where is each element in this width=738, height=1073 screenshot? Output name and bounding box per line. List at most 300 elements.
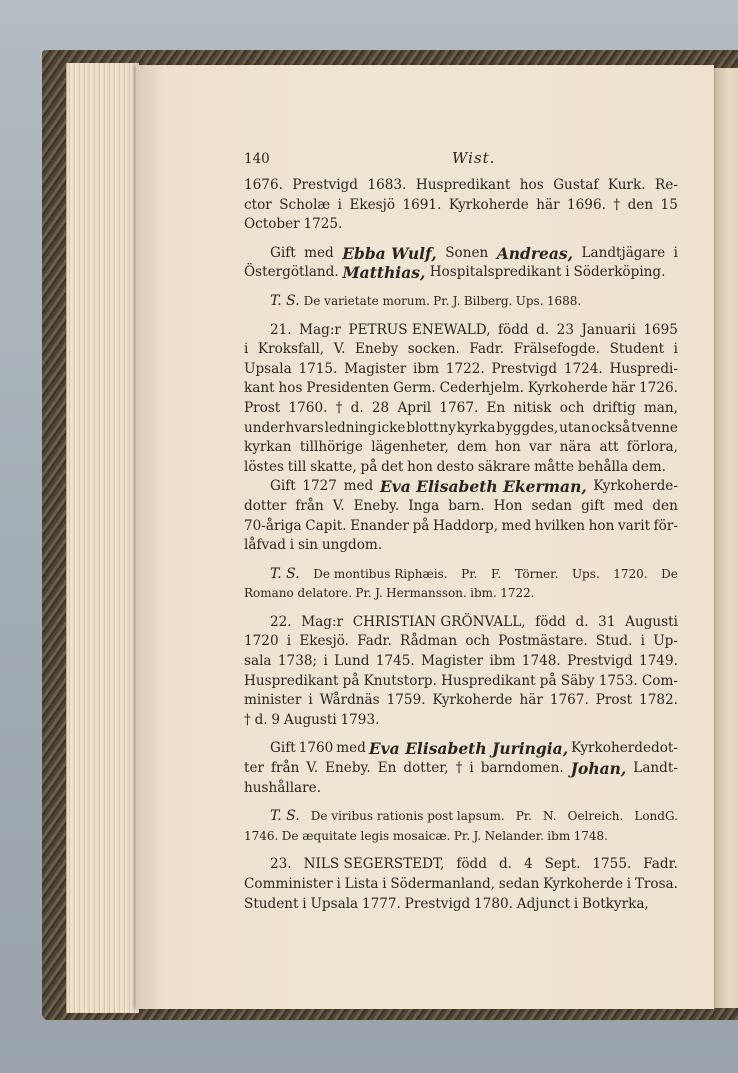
word: 1722.	[445, 360, 485, 377]
word: 1767.	[439, 399, 479, 416]
word: 1727	[302, 478, 337, 495]
word: CHRISTIAN GRÖNVALL,	[352, 613, 526, 630]
word: i	[336, 876, 341, 892]
word: här	[611, 380, 636, 397]
word: †	[455, 760, 463, 777]
word: Student	[244, 895, 299, 912]
word: De	[661, 566, 678, 581]
word: Säby	[560, 672, 595, 689]
word: d.	[498, 856, 512, 873]
word: på	[360, 458, 378, 475]
word: den	[652, 497, 678, 514]
word: här	[536, 196, 560, 213]
text-line	[244, 321, 678, 341]
word: Lista	[344, 876, 379, 892]
word: 1780.	[474, 895, 513, 912]
facing-page-edge	[714, 68, 738, 1008]
word: Mag:r	[301, 613, 344, 630]
word: dem.	[632, 458, 667, 475]
word: Lund	[334, 653, 370, 670]
text-line	[244, 807, 678, 827]
word: Pr.	[515, 809, 532, 824]
word: Pr.	[453, 828, 471, 843]
word: man,	[643, 399, 678, 416]
word: Fadr.	[469, 341, 505, 358]
word: Sonen	[445, 244, 489, 261]
word: F.	[490, 566, 502, 581]
word: att	[599, 439, 619, 456]
word: Prestvigd	[567, 653, 633, 670]
word: 1720	[244, 633, 279, 650]
paragraph-gap	[244, 604, 678, 613]
word: född	[498, 321, 529, 338]
word: tillhörige	[299, 439, 363, 456]
word: ledning	[324, 419, 377, 436]
word: hushållare.	[244, 779, 322, 796]
word: Huspredikant	[244, 672, 339, 689]
word: PETRUS ENEWALD,	[348, 321, 491, 338]
word: 1691.	[402, 196, 442, 213]
word: 1782.	[639, 692, 678, 709]
word: Landt-	[633, 760, 678, 777]
word: det	[381, 458, 404, 475]
word: 1683.	[367, 177, 407, 193]
word: ny	[439, 419, 456, 436]
word: gift	[581, 497, 605, 514]
word: Prestvigd	[491, 360, 558, 377]
word: ibm	[489, 653, 516, 670]
text-line	[244, 196, 678, 216]
word: blott	[406, 419, 439, 436]
word: Kyrkoherdedot-	[571, 740, 678, 757]
word: kyrkan	[244, 439, 292, 456]
word: dotter	[244, 497, 287, 514]
word: varit	[617, 517, 651, 534]
word: i	[469, 760, 474, 777]
word: i	[382, 876, 387, 892]
word: sin	[297, 537, 319, 554]
word: Kyrkoherde	[432, 692, 513, 709]
word: Stud.	[595, 633, 633, 650]
word: De æquitate legis mosaicæ.	[281, 828, 451, 843]
word: Magister	[344, 360, 407, 377]
word: Ups.	[571, 566, 600, 581]
text-line	[244, 292, 678, 312]
paragraph-gap	[244, 730, 678, 739]
word: Bilberg.	[463, 293, 513, 308]
word: i	[640, 633, 645, 650]
word: Hon	[493, 497, 523, 514]
word: Com-	[641, 672, 678, 689]
word: ibm.	[470, 586, 497, 601]
word: Östergötland.	[244, 264, 339, 281]
page-header	[244, 150, 678, 172]
text-line	[244, 739, 678, 759]
word: Pr.	[461, 566, 478, 581]
page-edges	[66, 63, 139, 1013]
word: Huspredikant	[415, 177, 511, 193]
word: 15	[660, 196, 678, 213]
word: 1738;	[277, 653, 318, 670]
word: Eneby.	[353, 497, 400, 514]
word: d.	[575, 613, 589, 630]
word: Törner.	[514, 566, 559, 581]
word: Sept.	[544, 856, 581, 873]
page-number: 140	[244, 151, 270, 167]
word: Augusti	[625, 613, 678, 630]
word: 4	[523, 856, 533, 873]
word: Enander	[350, 517, 409, 534]
word: för-	[653, 517, 678, 534]
word: måtte	[534, 458, 575, 475]
word: 1720.	[613, 566, 648, 581]
word: socken.	[407, 341, 460, 358]
word: Gift	[270, 478, 296, 495]
word: Kroksfall,	[257, 341, 325, 358]
word: Pr.	[355, 586, 372, 601]
word: LondG.	[634, 809, 678, 824]
word: Ups.	[515, 293, 544, 308]
word: Gift	[270, 740, 296, 757]
word: Trosa.	[634, 876, 678, 892]
word: i	[289, 537, 295, 554]
word: minister	[244, 692, 302, 709]
word: i	[573, 895, 579, 912]
text-line	[244, 360, 678, 380]
word: T. S.	[270, 808, 300, 825]
word: T. S.	[270, 292, 300, 309]
word: 22.	[270, 613, 292, 630]
text-line	[244, 691, 678, 711]
word: i	[323, 653, 328, 670]
word: Capit.	[305, 517, 347, 534]
word: 1722.	[500, 586, 535, 601]
word: Haddorp,	[432, 517, 499, 534]
word: Hospitalspredikant	[429, 264, 562, 281]
word: hvilken	[534, 517, 586, 534]
word: Eneby.	[325, 760, 371, 777]
word: Presidenten	[306, 380, 390, 397]
word: hon	[407, 458, 433, 475]
text-line	[244, 340, 678, 360]
word: 1753.	[598, 672, 638, 689]
word: i	[673, 244, 678, 261]
word: Adjunct	[516, 895, 571, 912]
word: Mag:r	[299, 321, 341, 338]
word: V.	[333, 341, 346, 358]
word: Postmästare.	[498, 633, 588, 650]
word: Comminister	[244, 876, 333, 892]
text-line	[244, 711, 678, 731]
word: förlora,	[626, 439, 678, 456]
text-line	[244, 875, 678, 895]
text-line	[244, 419, 678, 439]
word: 1688.	[546, 293, 582, 308]
word: Frälsefogde.	[513, 341, 600, 358]
word: 1749.	[639, 653, 678, 670]
word: Matthias,	[342, 263, 426, 283]
word: 1793.	[340, 711, 380, 728]
word: Scholæ	[279, 196, 331, 213]
word: †	[244, 711, 251, 728]
word: säkrare	[477, 458, 531, 475]
word: hos	[278, 380, 303, 397]
word: skatte,	[310, 458, 357, 475]
word: Prost	[244, 399, 281, 416]
paragraph-gap	[244, 235, 678, 244]
word: Andreas,	[496, 243, 574, 263]
word: Oelreich.	[567, 809, 624, 824]
word: Upsala	[244, 360, 292, 377]
word: October	[244, 216, 300, 233]
word: Huspredi-	[609, 360, 678, 377]
word: Botkyrka,	[582, 895, 649, 912]
word: dotter,	[403, 760, 449, 777]
text-line	[244, 263, 678, 283]
word: 1676.	[244, 177, 283, 193]
text-line	[244, 215, 678, 235]
word: driftig	[592, 399, 636, 416]
word: 28	[371, 399, 390, 416]
word: Ebba Wulf,	[342, 243, 437, 263]
paragraph-gap	[244, 798, 678, 807]
text-line	[244, 827, 678, 847]
text-line	[244, 244, 678, 264]
word: Prestvigd	[404, 895, 471, 912]
word: Upsala	[310, 895, 359, 912]
word: 23	[556, 321, 574, 338]
word: byggdes,	[496, 419, 559, 436]
word: De varietate morum.	[303, 293, 430, 308]
word: Germ.	[393, 380, 436, 397]
word: behålla	[577, 458, 629, 475]
word: 1746.	[244, 828, 279, 843]
running-head: Wist.	[452, 149, 496, 167]
word: och	[559, 399, 585, 416]
word: hon	[588, 517, 615, 534]
word: 1726.	[639, 380, 678, 397]
word: Up-	[653, 633, 678, 650]
word: De montibus Riphæis.	[313, 566, 448, 581]
word: Pr.	[433, 293, 450, 308]
word: 1760	[298, 740, 334, 757]
word: Landtjägare	[581, 244, 666, 261]
word: †	[335, 399, 343, 416]
word: desto	[436, 458, 475, 475]
text-line	[244, 438, 678, 458]
word: Kyrkoherde	[527, 380, 608, 397]
word: d.	[536, 321, 550, 338]
word: Inga	[408, 497, 440, 514]
word: på	[342, 672, 360, 689]
word: Cederhjelm.	[439, 380, 524, 397]
word: var	[529, 439, 552, 456]
word: löstes	[244, 458, 284, 475]
word: Fadr.	[643, 856, 678, 873]
word: NILS SEGERSTEDT,	[303, 856, 445, 873]
word: barndomen.	[480, 760, 564, 777]
word: sedan	[531, 497, 573, 514]
word: barn.	[448, 497, 485, 514]
word: April	[397, 399, 432, 416]
word: Kurk.	[607, 177, 646, 193]
text-line	[244, 536, 678, 556]
word: med	[336, 740, 366, 757]
word: 1777.	[361, 895, 401, 912]
word: i	[308, 692, 313, 709]
text-line	[244, 517, 678, 537]
word: Kyrkoherde	[448, 196, 529, 213]
word: V.	[332, 497, 345, 514]
word: sala	[244, 653, 272, 670]
word: Eneby	[355, 341, 399, 358]
word: 1748.	[521, 653, 561, 670]
word: 1748.	[573, 828, 608, 843]
word: 70-åriga	[244, 517, 302, 534]
word: i	[302, 895, 307, 912]
word: dem	[457, 439, 487, 456]
word: Student	[609, 341, 665, 358]
paragraph-gap	[244, 283, 678, 292]
word: kant	[244, 380, 275, 397]
text-line	[244, 632, 678, 652]
text-line	[244, 458, 678, 478]
word: 1715.	[298, 360, 338, 377]
word: Kyrkoherde-	[593, 478, 678, 495]
word: ibm	[547, 828, 571, 843]
word: utan	[559, 419, 591, 436]
word: En	[377, 760, 397, 777]
word: Ekesjö	[349, 196, 396, 213]
word: 1724.	[563, 360, 603, 377]
text-line	[244, 779, 678, 799]
word: i	[565, 264, 570, 281]
word: Knutstorp.	[363, 672, 437, 689]
word: under	[244, 419, 285, 436]
word: icke	[377, 419, 406, 436]
word: här	[519, 692, 543, 709]
word: och	[465, 633, 490, 650]
word: ter	[244, 760, 265, 777]
word: Eva Elisabeth Ekerman,	[379, 477, 587, 497]
word: i	[244, 341, 249, 358]
word: på	[412, 517, 430, 534]
word: 1695	[643, 321, 678, 338]
text-line	[244, 895, 678, 915]
word: De viribus rationis post lapsum.	[310, 809, 505, 824]
word: med	[304, 244, 334, 261]
word: med	[501, 517, 532, 534]
word: 1725.	[303, 216, 343, 233]
word: Prestvigd	[292, 177, 358, 193]
text-line	[244, 584, 678, 604]
body-text	[244, 176, 678, 914]
word: Kyrkoherde	[543, 876, 624, 892]
word: på	[539, 672, 557, 689]
text-line	[244, 379, 678, 399]
word: lägenheter,	[371, 439, 449, 456]
word: med	[343, 478, 374, 495]
word: född	[456, 856, 487, 873]
word: Re-	[655, 177, 678, 193]
word: i	[673, 341, 678, 358]
text-line	[244, 477, 678, 497]
word: Huspredikant	[441, 672, 536, 689]
word: tvenne	[631, 419, 678, 436]
word: ctor	[244, 196, 272, 213]
text-line	[244, 672, 678, 692]
word: 21.	[270, 321, 292, 338]
word: 1767.	[549, 692, 589, 709]
word: 1755.	[592, 856, 632, 873]
word: †	[613, 196, 621, 213]
word: Gustaf	[553, 177, 599, 193]
word: från	[295, 497, 324, 514]
word: J.	[375, 586, 383, 601]
word: N.	[543, 809, 557, 824]
text-line	[244, 565, 678, 585]
word: den	[627, 196, 654, 213]
word: hon	[495, 439, 521, 456]
word: 1745.	[375, 653, 415, 670]
word: J.	[452, 293, 461, 308]
word: ungdom.	[321, 537, 383, 554]
page-content	[244, 150, 678, 914]
word: 1760.	[288, 399, 328, 416]
word: 31	[598, 613, 616, 630]
word: i	[626, 876, 632, 892]
word: till	[287, 458, 307, 475]
word: Söderköping.	[573, 264, 666, 281]
word: Ekesjö.	[299, 633, 350, 650]
word: kyrka	[456, 419, 496, 436]
word: T. S.	[270, 565, 300, 582]
text-line	[244, 759, 678, 779]
word: ibm	[413, 360, 439, 377]
text-line	[244, 613, 678, 633]
word: i	[337, 196, 342, 213]
text-line	[244, 652, 678, 672]
word: 9	[271, 711, 281, 728]
word: Rådman	[400, 633, 458, 650]
word: hos	[519, 177, 544, 193]
word: i	[286, 633, 292, 650]
text-line	[244, 176, 678, 196]
paragraph-gap	[244, 846, 678, 855]
word: 23.	[270, 856, 292, 873]
text-line	[244, 855, 678, 875]
word: Gift	[270, 244, 296, 261]
word: låfvad	[244, 537, 286, 554]
word: nitisk	[513, 399, 552, 416]
word: Södermanland,	[390, 876, 496, 892]
text-line	[244, 497, 678, 517]
paragraph-gap	[244, 556, 678, 565]
word: V.	[306, 760, 319, 777]
word: Augusti	[283, 711, 337, 728]
word: med	[613, 497, 644, 514]
word: En	[486, 399, 506, 416]
paragraph-gap	[244, 312, 678, 321]
word: d.	[350, 399, 364, 416]
word: 1759.	[386, 692, 426, 709]
word: Romano delatore.	[244, 586, 353, 601]
word: Johan,	[570, 759, 627, 779]
word: J.	[473, 828, 482, 843]
word: Januarii	[581, 321, 636, 338]
word: Hermansson.	[386, 586, 467, 601]
word: Fadr.	[357, 633, 392, 650]
